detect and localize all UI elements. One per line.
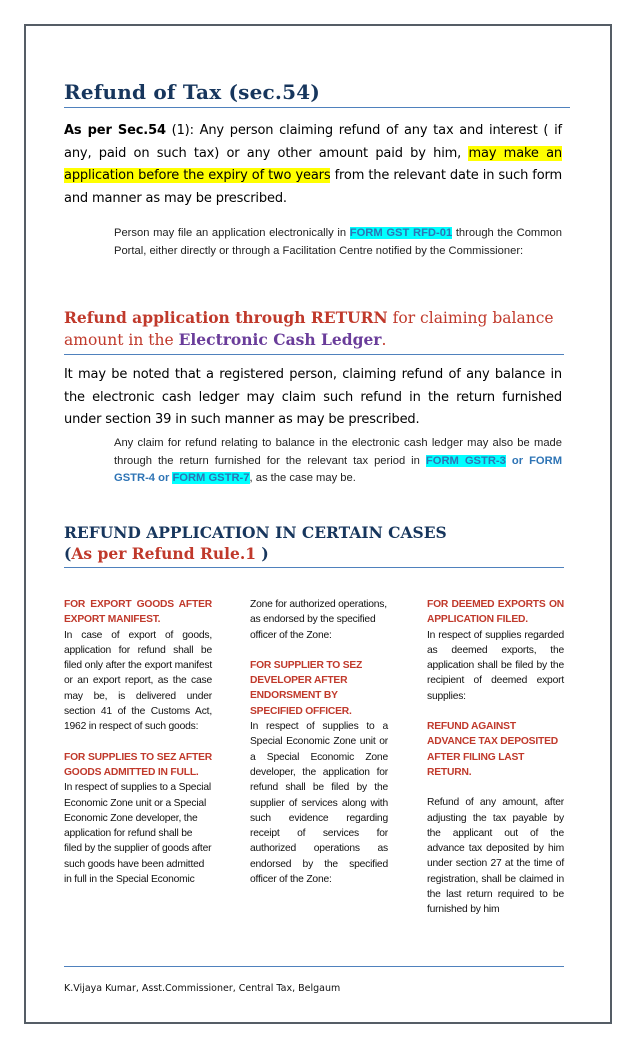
sec54-paragraph [64, 120, 562, 210]
col1-heading-export: FOR EXPORT GOODS AFTER EXPORT MANIFEST. [64, 599, 212, 626]
gstr-text-a: Any claim for refund relating to balance in the electronic cash ledger may also be made through the return furnished for the relevant tax period in [114, 437, 562, 467]
col2-heading-sez-developer: FOR SUPPLIER TO SEZ DEVELOPER AFTER ENDORSMENT BY SPECIFIED OFFICER. [250, 659, 363, 717]
page-title: Refund of Tax (sec.54) [64, 80, 570, 108]
heading3-open: ( [64, 544, 72, 563]
heading3-line1: REFUND APPLICATION IN CERTAIN CASES [64, 523, 447, 542]
sec54-text-a: (1): Any person claiming refund of any tax and interest ( if any, paid on such tax) or any other amount paid by him, [64, 123, 562, 161]
heading2-bold-b: Electronic Cash Ledger [178, 330, 382, 349]
col2-para-continued: Zone for authorized operations, as endorsed by the specified officer of the Zone: [250, 599, 387, 641]
form-gstr-4: FORM GSTR-4 [114, 454, 563, 485]
gstr-or-1: or [505, 454, 530, 467]
sec54-highlight: may make an application before the expiry of two years [64, 145, 563, 183]
cash-ledger-paragraph: It may be noted that a registered person, claiming refund of any balance in the electronic cash ledger may claim such refund in the return furnished under section 39 in such manner as may be prescribed. [64, 367, 562, 427]
footer-divider [64, 966, 564, 967]
col2-para-services: In respect of supplies to a Special Economic Zone unit or a Special Economic Zone developer, the application for refund shall be filed by the supplier of services along with such evidence regarding receipt of services for authorized operations as endorsed by the specified officer of the Zone: [250, 721, 388, 886]
sec54-lead: As per Sec.54 [64, 123, 166, 138]
rfd-text-a: Person may file an application electronically in [114, 227, 350, 239]
column-2 [250, 597, 388, 887]
rfd-text-b: through the Common Portal, either directly or through a Facilitation Centre notified by the Commissioner: [114, 227, 563, 257]
heading2-bold-a: Refund application through RETURN [64, 308, 388, 327]
col3-heading-advance: REFUND AGAINST ADVANCE TAX DEPOSITED AFTER FILING LAST RETURN. [427, 721, 559, 778]
form-rfd-01: FORM GST RFD-01 [349, 227, 453, 239]
heading3-close: ) [256, 544, 269, 563]
gstr-note [114, 435, 562, 488]
gstr-or-2: or [155, 472, 173, 485]
rfd-note [114, 225, 562, 260]
sec54-text-b: from the relevant date in such form and manner as may be prescribed. [64, 168, 563, 206]
heading2-text-b: . [381, 331, 387, 349]
column-1 [64, 597, 212, 887]
column-3 [427, 597, 564, 918]
col1-para-export: In case of export of goods, application for refund shall be filed only after the export manifest or an export report, as the case may be, is delivered under section 41 of the Customs Act, 1962 in respect of such goods: [64, 629, 212, 733]
form-gstr-3: FORM GSTR-3 [425, 454, 506, 467]
col3-heading-deemed: FOR DEEMED EXPORTS ON APPLICATION FILED. [427, 599, 564, 626]
col3-para-deemed: In respect of supplies regarded as deemed exports, the application shall be filed by the recipient of deemed export supplies: [427, 629, 564, 702]
footer-text: K.Vijaya Kumar, Asst.Commissioner, Central Tax, Belgaum [64, 983, 341, 994]
heading3-rule: As per Refund Rule.1 [71, 544, 257, 563]
col3-para-advance: Refund of any amount, after adjusting the tax payable by the applicant out of the advance tax deposited by him under section 27 at the time of registration, shall be claimed in the last return required to be furnished by him [427, 797, 564, 916]
heading2-text-a: for claiming balance amount in the [64, 309, 554, 349]
heading-certain-cases [64, 522, 564, 568]
form-gstr-7: FORM GSTR-7 [172, 472, 250, 485]
heading-refund-through-return [64, 307, 564, 355]
col1-para-sez: In respect of supplies to a Special Economic Zone unit or a Special Economic Zone developer, the application for refund shall be filed by the supplier of goods after such goods have been admitted in full in the Special Economic [64, 782, 212, 886]
col1-heading-sez: FOR SUPPLIES TO SEZ AFTER GOODS ADMITTED IN FULL. [64, 751, 212, 778]
gstr-text-b: , as the case may be. [249, 472, 356, 485]
